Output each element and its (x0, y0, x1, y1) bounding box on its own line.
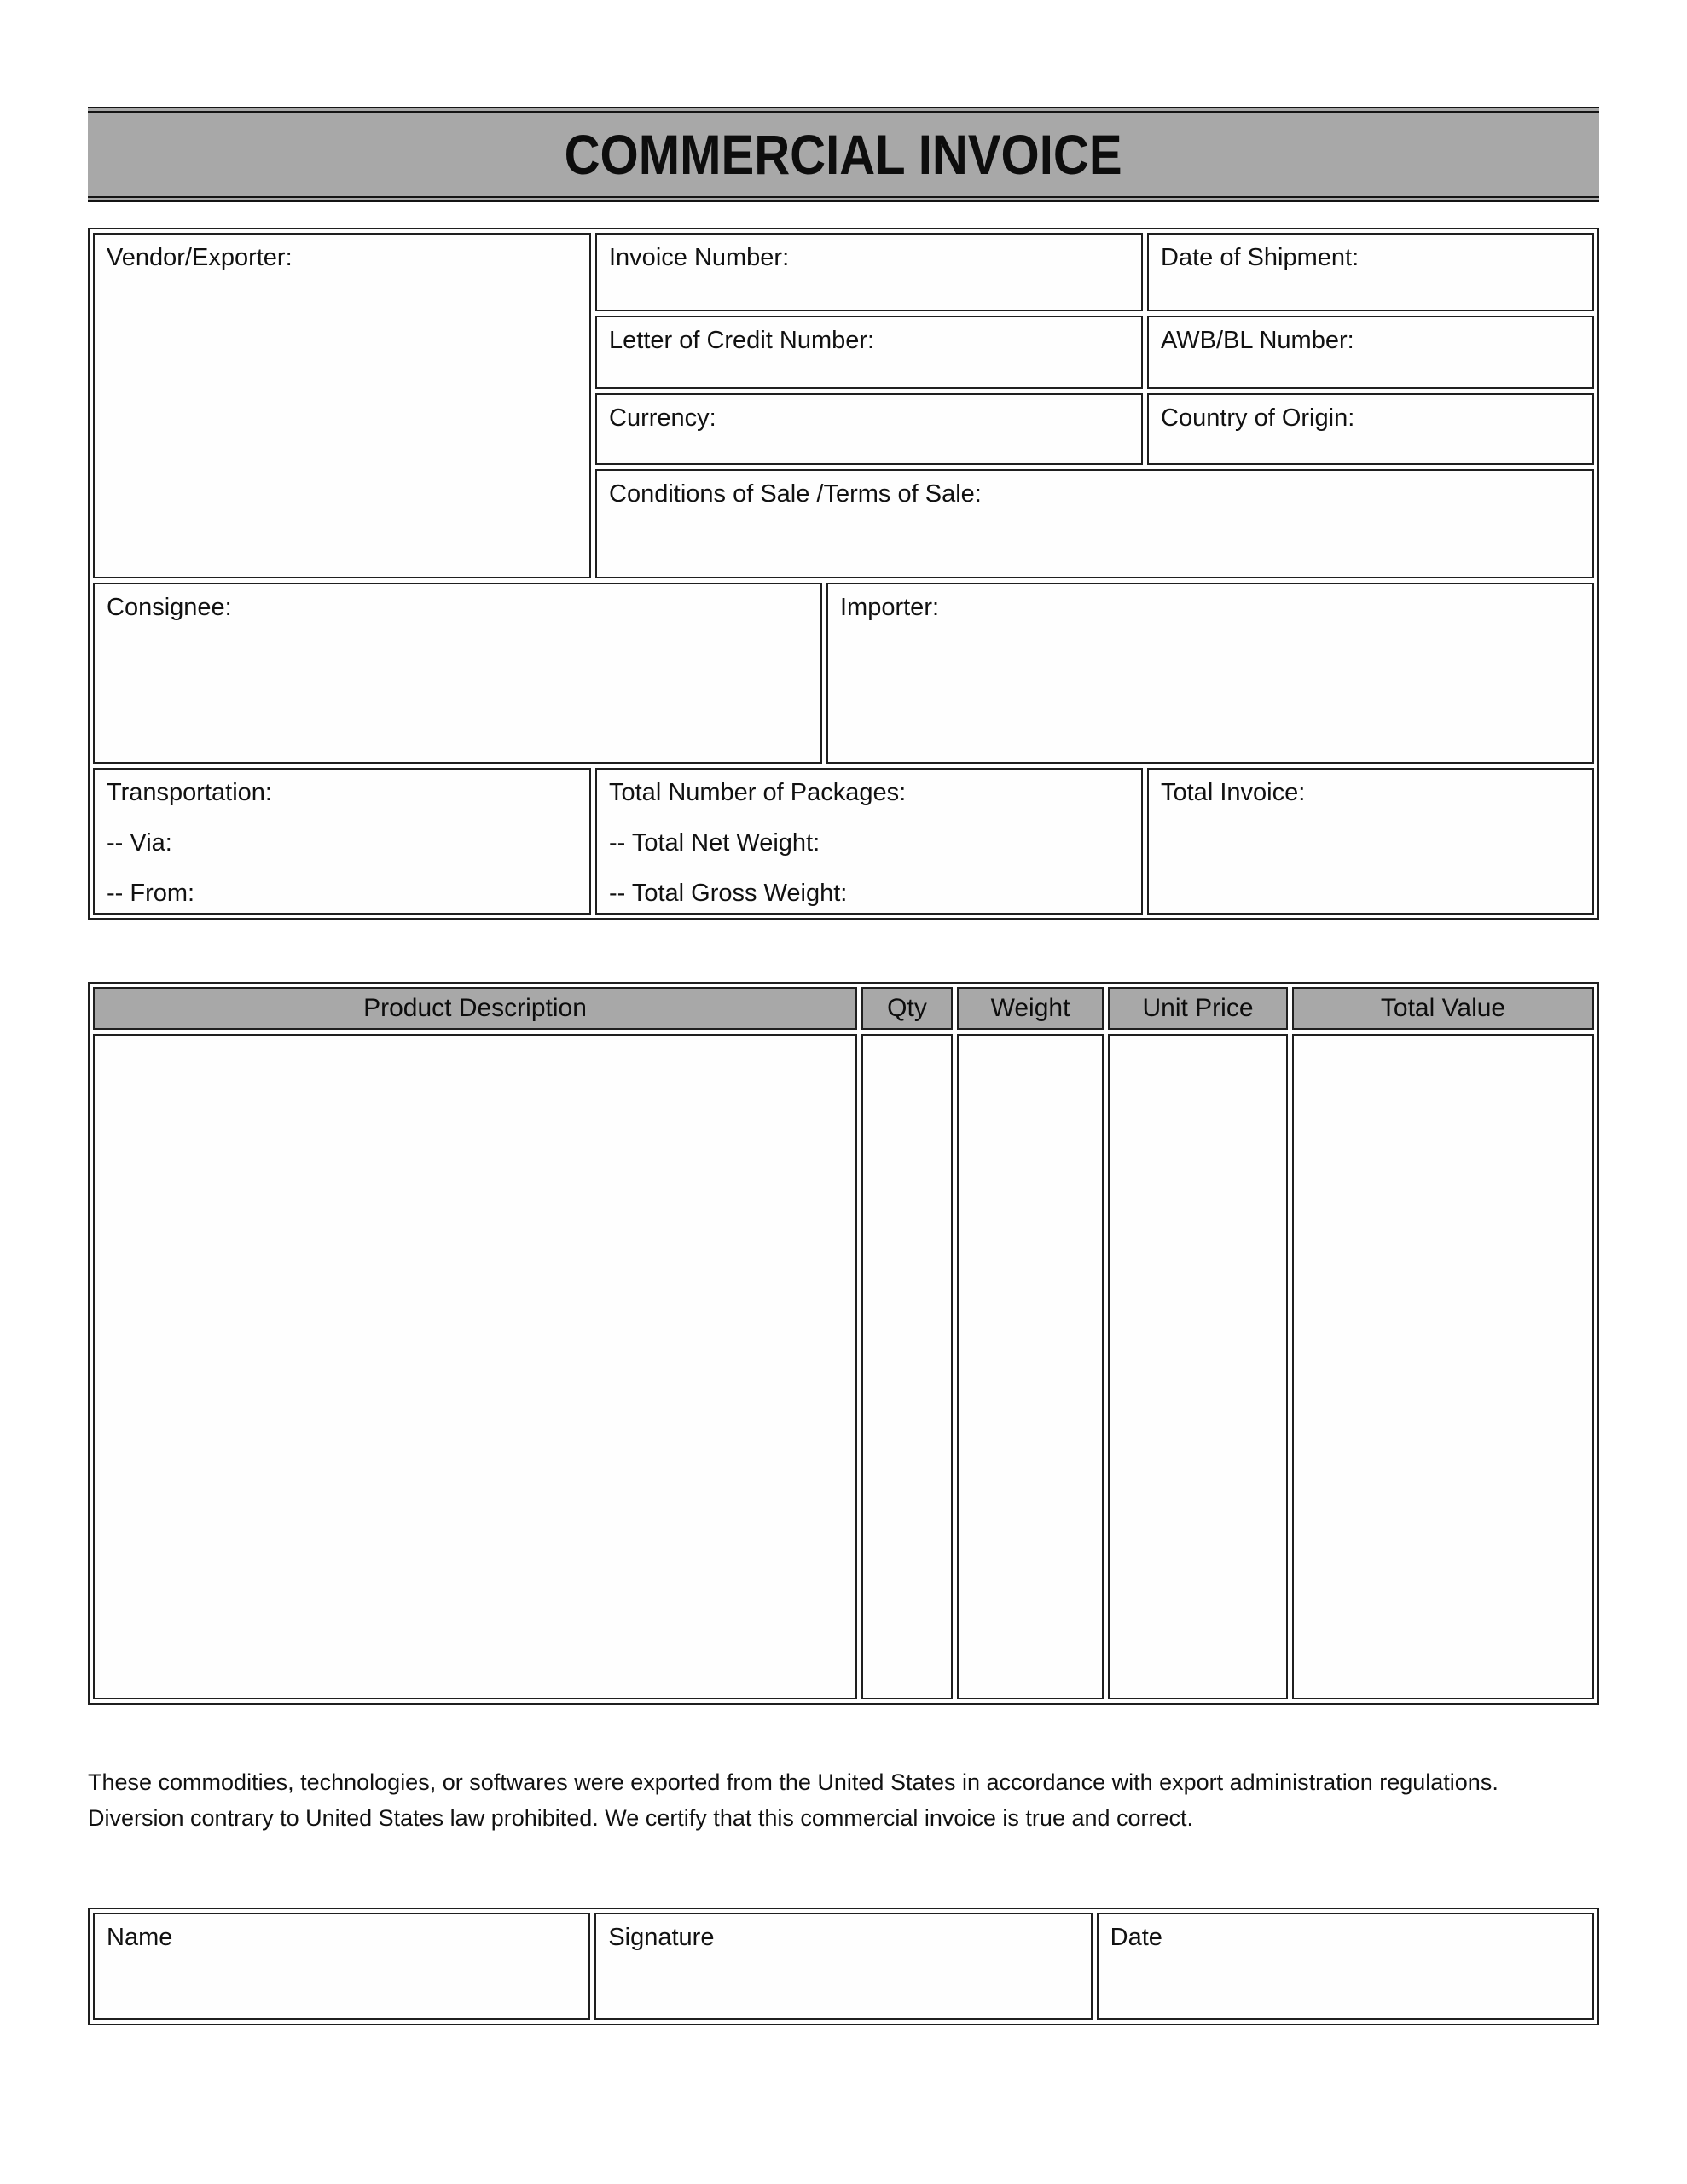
field-consignee[interactable] (93, 583, 822, 764)
invoice-number-label: Invoice Number: (609, 244, 790, 271)
total-invoice-label: Total Invoice: (1161, 779, 1306, 806)
signature-label: Signature (608, 1924, 715, 1951)
certification-line-2: Diversion contrary to United States law prohibited. We certify that this commercial invoice is true and correct. (88, 1805, 1194, 1831)
consignee-label: Consignee: (107, 594, 232, 621)
signature-section (88, 1908, 1599, 2025)
certification-line-1: These commodities, technologies, or softwares were exported from the United States in accordance with export administration regulations. (88, 1769, 1499, 1795)
transportation-label: Transportation: (107, 779, 272, 806)
conditions-of-sale-label: Conditions of Sale /Terms of Sale: (609, 480, 982, 508)
field-total-packages[interactable] (595, 768, 1143, 915)
field-name[interactable] (93, 1913, 590, 2020)
total-net-weight-label: -- Total Net Weight: (609, 829, 820, 857)
table-cell-total-value[interactable] (1292, 1034, 1594, 1699)
column-header-total-value: Total Value (1292, 987, 1594, 1030)
total-packages-label: Total Number of Packages: (609, 779, 907, 806)
date-label: Date (1110, 1924, 1162, 1951)
date-of-shipment-label: Date of Shipment: (1161, 244, 1359, 271)
certification-statement (88, 1764, 1599, 1836)
currency-label: Currency: (609, 404, 716, 432)
field-awb-bl-number[interactable] (1147, 316, 1594, 389)
transportation-via-label: -- Via: (107, 829, 172, 857)
field-total-invoice[interactable] (1147, 768, 1594, 915)
total-gross-weight-label: -- Total Gross Weight: (609, 880, 848, 908)
field-importer[interactable] (826, 583, 1594, 764)
field-country-of-origin[interactable] (1147, 393, 1594, 465)
field-invoice-number[interactable] (595, 233, 1143, 311)
vendor-exporter-label: Vendor/Exporter: (107, 244, 293, 271)
shipment-info-section (88, 228, 1599, 920)
importer-label: Importer: (840, 594, 940, 621)
field-transportation[interactable] (93, 768, 591, 915)
product-items-grid (93, 987, 1594, 1699)
page-title: COMMERCIAL INVOICE (565, 123, 1122, 186)
table-cell-weight[interactable] (957, 1034, 1104, 1699)
letter-of-credit-label: Letter of Credit Number: (609, 327, 875, 354)
signature-grid (93, 1913, 1594, 2020)
transportation-from-label: -- From: (107, 880, 195, 908)
transport-totals-grid (93, 768, 1594, 915)
column-header-qty: Qty (861, 987, 953, 1030)
column-header-weight: Weight (957, 987, 1104, 1030)
name-label: Name (107, 1924, 173, 1951)
column-header-product-description: Product Description (93, 987, 857, 1030)
column-header-unit-price: Unit Price (1108, 987, 1288, 1030)
awb-bl-number-label: AWB/BL Number: (1161, 327, 1354, 354)
field-date[interactable] (1097, 1913, 1594, 2020)
table-cell-unit-price[interactable] (1108, 1034, 1288, 1699)
document-title-bar (88, 107, 1599, 202)
table-cell-product-description[interactable] (93, 1034, 857, 1699)
field-conditions-of-sale[interactable] (595, 469, 1594, 578)
parties-grid (93, 583, 1594, 764)
field-signature[interactable] (594, 1913, 1092, 2020)
field-currency[interactable] (595, 393, 1143, 465)
table-cell-qty[interactable] (861, 1034, 953, 1699)
field-vendor-exporter[interactable] (93, 233, 591, 578)
header-fields-grid (93, 233, 1594, 578)
field-letter-of-credit-number[interactable] (595, 316, 1143, 389)
product-items-table (88, 982, 1599, 1705)
field-date-of-shipment[interactable] (1147, 233, 1594, 311)
country-of-origin-label: Country of Origin: (1161, 404, 1355, 432)
